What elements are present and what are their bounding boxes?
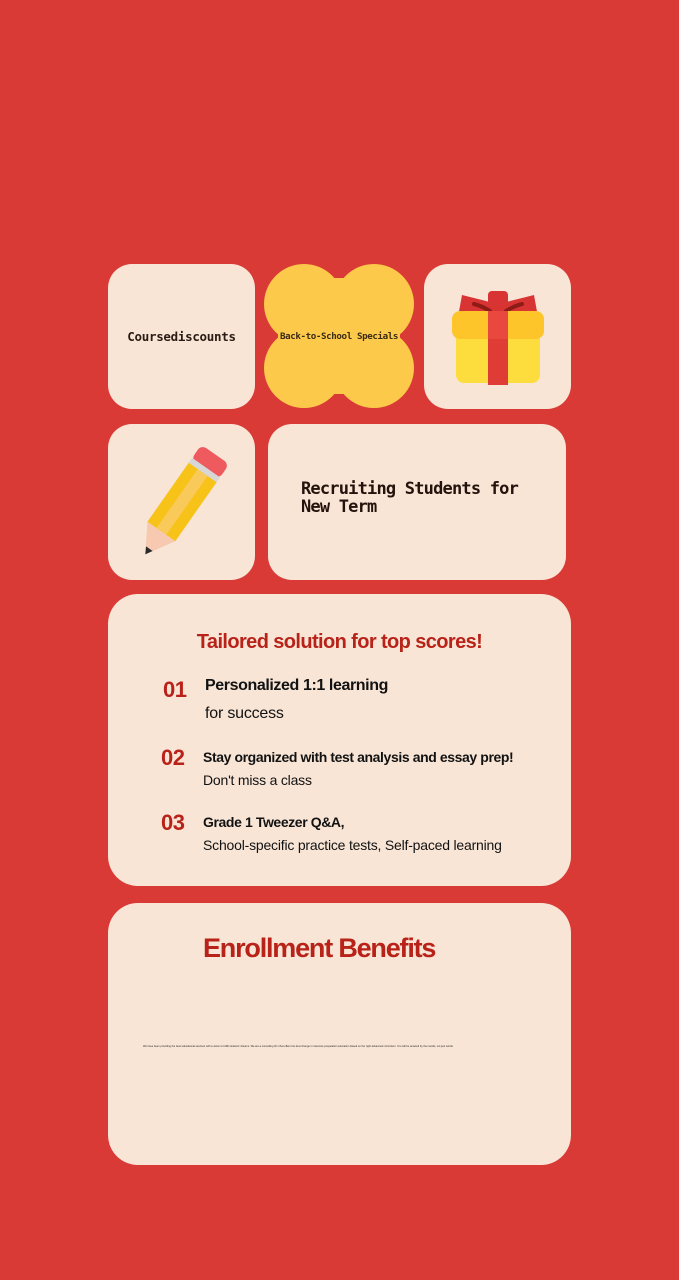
specials-label: Back-to-School Specials (279, 330, 399, 342)
recruiting-title: Recruiting Students for New Term (301, 479, 519, 517)
back-to-school-specials-badge[interactable] (264, 264, 414, 408)
course-discounts-tile[interactable] (108, 264, 255, 409)
feature-title: Grade 1 Tweezer Q&A, (203, 814, 345, 830)
pencil-icon (127, 440, 237, 565)
course-discounts-label: Coursediscounts (127, 329, 236, 344)
feature-number: 02 (161, 745, 185, 770)
gift-icon (452, 287, 544, 387)
enrollment-benefits-card (108, 903, 571, 1165)
tailored-solution-card (108, 594, 571, 886)
recruiting-tile[interactable] (268, 424, 566, 580)
feature-subtitle: Don't miss a class (203, 772, 312, 788)
feature-number: 01 (163, 677, 187, 702)
feature-subtitle: School-specific practice tests, Self-paced learning (203, 837, 502, 853)
gift-tile[interactable] (424, 264, 571, 409)
feature-number: 03 (161, 810, 185, 835)
feature-subtitle: for success (205, 705, 284, 722)
enrollment-heading: Enrollment Benefits (203, 933, 436, 963)
enrollment-fine-print: We have been providing the best educational services with a vision to fulfill students' dreams. We are a consulting firm that offers the best change in intensive preparation education based on the right advanced curriculum. You will be amazed by the results, not just words. (143, 1045, 454, 1048)
feature-title: Stay organized with test analysis and essay prep! (203, 749, 514, 765)
tailored-heading: Tailored solution for top scores! (196, 631, 483, 653)
pencil-tile[interactable] (108, 424, 255, 580)
feature-title: Personalized 1:1 learning (205, 677, 388, 694)
